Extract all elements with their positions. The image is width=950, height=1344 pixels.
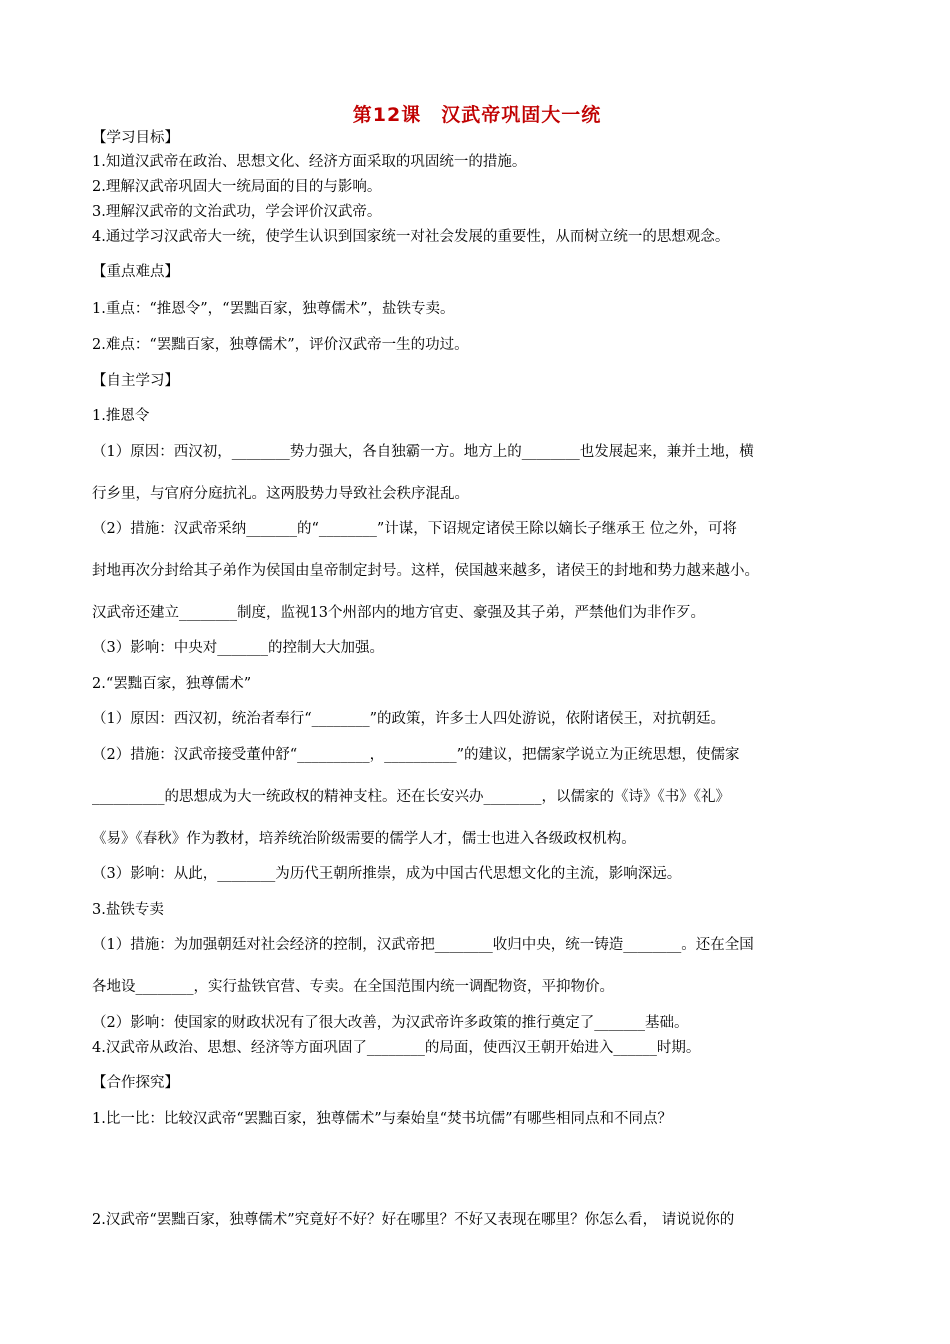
self-study-line: （2）措施：汉武帝接受董仲舒“__________，__________”的建议，把儒家学说立为正统思想，使儒家 — [92, 747, 740, 763]
self-study-line: 《易》《春秋》作为教材，培养统治阶级需要的儒学人才，儒士也进入各级政权机构。 — [92, 831, 636, 847]
self-study-line: （3）影响：从此，________为历代王朝所推崇，成为中国古代思想文化的主流，影响深远。 — [92, 866, 682, 882]
self-study-line: 2.“罢黜百家，独尊儒术” — [92, 676, 252, 692]
self-study-line: 行乡里，与官府分庭抗礼。这两股势力导致社会秩序混乱。 — [92, 486, 469, 502]
objectives-heading: 【学习目标】 — [92, 130, 179, 146]
cooperation-question: 1.比一比：比较汉武帝“罢黜百家，独尊儒术”与秦始皇“焚书坑儒”有哪些相同点和不同点？ — [92, 1111, 672, 1127]
objective-item: 1.知道汉武帝在政治、思想文化、经济方面采取的巩固统一的措施。 — [92, 154, 527, 170]
self-study-line: 4.汉武帝从政治、思想、经济等方面巩固了________的局面，使西汉王朝开始进入______时期。 — [92, 1040, 701, 1056]
self-study-line: 封地再次分封给其子弟作为侯国由皇帝制定封号。这样，侯国越来越多，诸侯王的封地和势力越来越小。 — [92, 563, 759, 579]
objective-item: 2.理解汉武帝巩固大一统局面的目的与影响。 — [92, 179, 382, 195]
self-study-line: （2）措施：汉武帝采纳_______的“________”计谋，下诏规定诸侯王除以嫡长子继承王 位之外，可将 — [92, 521, 737, 537]
self-study-line: （1）原因：西汉初，统治者奉行“________”的政策，许多士人四处游说，依附诸侯王，对抗朝廷。 — [92, 711, 726, 727]
cooperation-question: 2.汉武帝“罢黜百家，独尊儒术”究竟好不好？好在哪里？不好又表现在哪里？你怎么看， 请说说你的 — [92, 1212, 735, 1228]
self-study-line: （3）影响：中央对_______的控制大大加强。 — [92, 640, 384, 656]
self-study-line: （1）原因：西汉初，________势力强大，各自独霸一方。地方上的________也发展起来，兼并土地，横 — [92, 444, 754, 460]
key-heading: 【重点难点】 — [92, 264, 179, 280]
self-study-heading: 【自主学习】 — [92, 373, 179, 389]
key-item: 2.难点：“罢黜百家，独尊儒术”，评价汉武帝一生的功过。 — [92, 337, 469, 353]
self-study-line: （1）措施：为加强朝廷对社会经济的控制，汉武帝把________收归中央，统一铸造________。还在全国 — [92, 937, 754, 953]
key-item: 1.重点：“推恩令”，“罢黜百家，独尊儒术”，盐铁专卖。 — [92, 301, 455, 317]
objective-item: 3.理解汉武帝的文治武功，学会评价汉武帝。 — [92, 204, 382, 220]
self-study-line: （2）影响：使国家的财政状况有了很大改善，为汉武帝许多政策的推行奠定了_______基础。 — [92, 1015, 689, 1031]
self-study-line: 3.盐铁专卖 — [92, 902, 164, 918]
self-study-line: 1.推恩令 — [92, 408, 150, 424]
self-study-line: 各地设________，实行盐铁官营、专卖。在全国范围内统一调配物资，平抑物价。 — [92, 979, 614, 995]
cooperation-heading: 【合作探究】 — [92, 1075, 179, 1091]
self-study-line: 汉武帝还建立________制度，监视13个州部内的地方官吏、豪强及其子弟，严禁他们为非作歹。 — [92, 605, 705, 621]
self-study-line: __________的思想成为大一统政权的精神支柱。还在长安兴办________，以儒家的《诗》《书》《礼》 — [92, 789, 730, 805]
objective-item: 4.通过学习汉武帝大一统，使学生认识到国家统一对社会发展的重要性，从而树立统一的思想观念。 — [92, 229, 730, 245]
page-title: 第12课 汉武帝巩固大一统 — [352, 104, 602, 126]
